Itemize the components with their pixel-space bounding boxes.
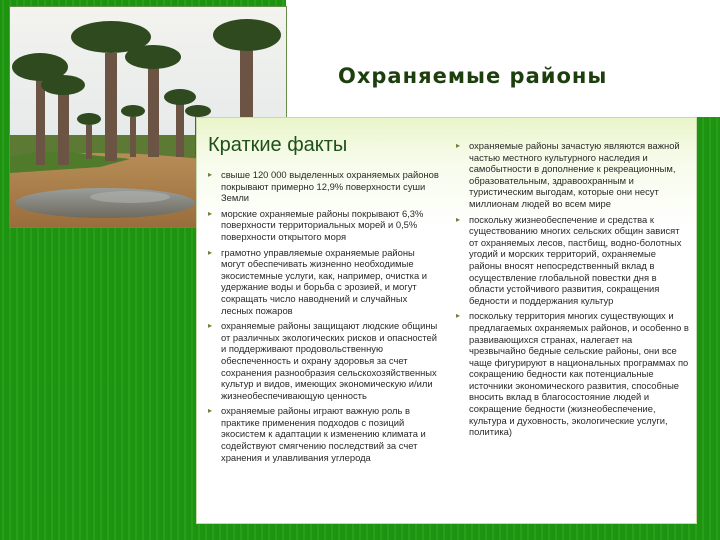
- fact-bullet: [207, 405, 440, 463]
- fact-text: поскольку территория многих существующих и предлагаемых охраняемых районов, и особенно в развивающихся странах, налегает на чрезвычайно бедные сельские районы, они все чаще фигурируют в национальных программах по сокращению бедности как потенциальные источники экономического развития, способные вносить вклад в благосостояние людей и сокращение бедности (жизнеобеспечение, культура и духовность, экологические услуги, политика): [469, 310, 689, 438]
- fact-text: охраняемые районы играют важную роль в практике применения подходов с позиций экосистем к адаптации к изменению климата и содействуют смягчению последствий за счет хранения и улавливания углерода: [221, 405, 426, 463]
- facts-right-column: [455, 140, 691, 442]
- fact-bullet: [207, 169, 440, 204]
- bullet-arrow-icon: ▸: [208, 406, 213, 416]
- bullet-arrow-icon: ▸: [456, 214, 461, 224]
- bullet-arrow-icon: ▸: [208, 321, 213, 331]
- fact-text: морские охраняемые районы покрывают 6,3% поверхности территориальных морей и 0,5% поверхности открытого моря: [221, 207, 424, 242]
- fact-text: свыше 120 000 выделенных охраняемых районов покрывают примерно 12,9% поверхности суши Земли: [221, 169, 439, 204]
- bullet-arrow-icon: ▸: [456, 311, 461, 321]
- facts-left-column: [207, 169, 440, 467]
- facts-heading: Краткие факты: [208, 134, 348, 156]
- facts-card: [196, 117, 697, 524]
- fact-text: грамотно управляемые охраняемые районы могут обеспечивать жизненно необходимые экосистемные услуги, как, например, очистка и удержание воды и борьба с эрозией, и могут сокращать число наводнений и случайных лесных пожаров: [221, 246, 427, 316]
- bullet-arrow-icon: ▸: [208, 208, 213, 218]
- fact-bullet: [207, 247, 440, 317]
- fact-bullet: [207, 320, 440, 401]
- fact-bullet: [455, 310, 691, 438]
- bullet-arrow-icon: ▸: [208, 170, 213, 179]
- fact-text: охраняемые районы зачастую являются важной частью местного культурного наследия и самобытности в дополнение к рекреационным, образовательным, здравоохранным и туристическим выгодам, которые они несут миллионам людей во всем мире: [469, 140, 680, 209]
- bullet-arrow-icon: ▸: [456, 141, 461, 150]
- fact-text: охраняемые районы защищают людские общины от различных экологических рисков и опасностей и поддерживают продовольственную обеспеченность и охрану здоровья за счет сохранения разнообразия сельскохозяйственных культур и видов, имеющих экономическую и/или жизнеобеспечивающую ценность: [221, 320, 438, 401]
- slide-title: Охраняемые районы: [338, 64, 608, 88]
- fact-bullet: [455, 214, 691, 307]
- fact-bullet: [455, 140, 691, 210]
- fact-text: поскольку жизнеобеспечение и средства к существованию многих сельских общин зависят от охраняемых лесов, пастбищ, водно-болотных угодий и морских территорий, охраняемые районы вносят непосредственный вклад в осуществление глобальной повестки дня в области устойчивого развития, сокращения бедности и поддержания культур: [469, 213, 682, 306]
- bullet-arrow-icon: ▸: [208, 247, 213, 257]
- title-area: [286, 0, 720, 117]
- fact-bullet: [207, 208, 440, 243]
